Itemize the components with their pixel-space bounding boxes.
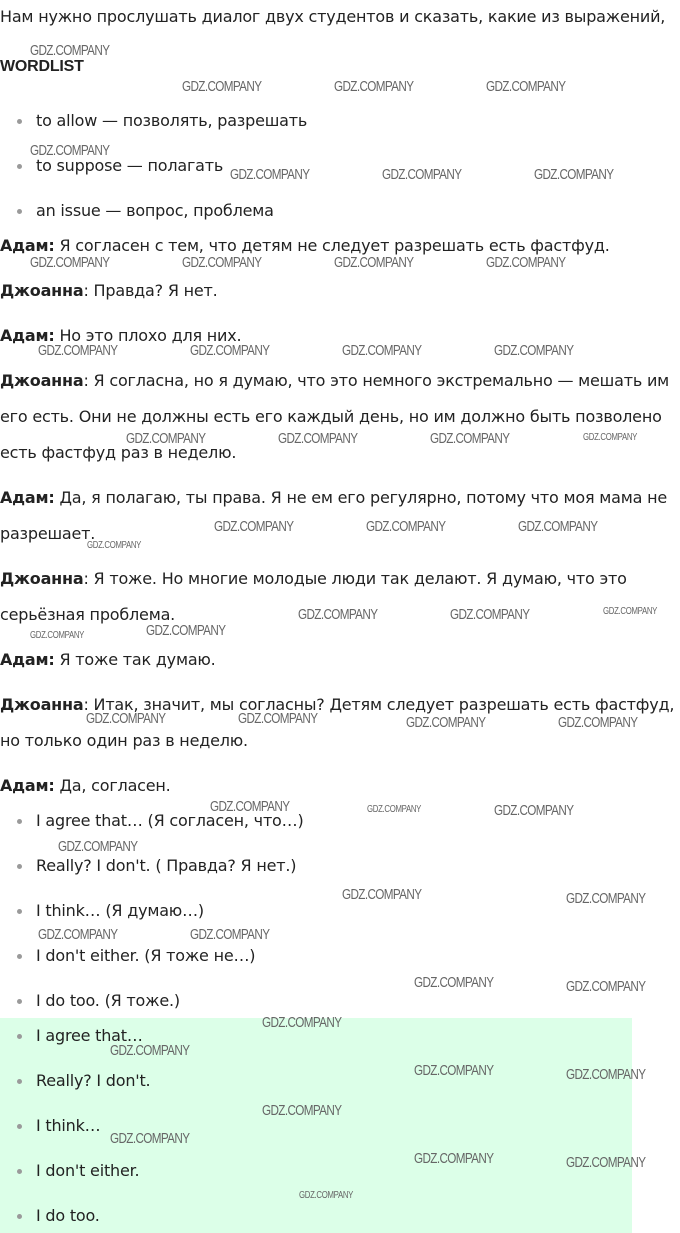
answer-item: I think…	[36, 1116, 101, 1135]
watermark-text: GDZ.COMPANY	[566, 978, 646, 995]
answer-item: I do too.	[36, 1206, 100, 1225]
watermark-text: GDZ.COMPANY	[190, 342, 270, 359]
watermark-text: GDZ.COMPANY	[262, 1102, 342, 1119]
bullet-icon	[17, 119, 22, 124]
phrase-item: Really? I don't. ( Правда? Я нет.)	[36, 856, 297, 875]
bullet-icon	[17, 209, 22, 214]
speaker-name: Джоанна	[0, 695, 84, 714]
dialogue-line	[0, 775, 171, 797]
bullet-icon	[17, 1079, 22, 1084]
watermark-text: GDZ.COMPANY	[430, 430, 510, 447]
watermark-text: GDZ.COMPANY	[494, 342, 574, 359]
watermark-text: GDZ.COMPANY	[566, 890, 646, 907]
watermark-text: GDZ.COMPANY	[210, 798, 290, 815]
watermark-text: GDZ.COMPANY	[342, 886, 422, 903]
watermark-text: GDZ.COMPANY	[58, 838, 138, 855]
bullet-icon	[17, 864, 22, 869]
speaker-name: Адам:	[0, 650, 55, 669]
phrase-item: I do too. (Я тоже.)	[36, 991, 180, 1010]
speaker-name: Адам:	[0, 236, 55, 255]
watermark-text: GDZ.COMPANY	[382, 166, 462, 183]
dialogue-line	[0, 649, 216, 671]
dialogue-line	[0, 370, 669, 392]
watermark-text: GDZ.COMPANY	[367, 804, 422, 815]
watermark-text: GDZ.COMPANY	[566, 1066, 646, 1083]
watermark-text: GDZ.COMPANY	[414, 1062, 494, 1079]
watermark-text: GDZ.COMPANY	[366, 518, 446, 535]
bullet-icon	[17, 1214, 22, 1219]
dialogue-line-continued: его есть. Они не должны есть его каждый день, но им должно быть позволено	[0, 407, 662, 426]
phrase-item: I agree that… (Я согласен, что…)	[36, 811, 304, 830]
answer-item: I don't either.	[36, 1161, 140, 1180]
answer-item: I agree that…	[36, 1026, 143, 1045]
watermark-text: GDZ.COMPANY	[182, 78, 262, 95]
watermark-text: GDZ.COMPANY	[238, 710, 318, 727]
watermark-text: GDZ.COMPANY	[182, 254, 262, 271]
watermark-text: GDZ.COMPANY	[566, 1154, 646, 1171]
line-text: Да, я полагаю, ты права. Я не ем его регулярно, потому что моя мама не	[54, 488, 668, 507]
watermark-text: GDZ.COMPANY	[30, 254, 110, 271]
bullet-icon	[17, 954, 22, 959]
watermark-text: GDZ.COMPANY	[262, 1014, 342, 1031]
watermark-text: GDZ.COMPANY	[30, 42, 110, 59]
watermark-text: GDZ.COMPANY	[334, 78, 414, 95]
watermark-text: GDZ.COMPANY	[230, 166, 310, 183]
speaker-name: Джоанна	[0, 569, 84, 588]
watermark-text: GDZ.COMPANY	[190, 926, 270, 943]
bullet-icon	[17, 1034, 22, 1039]
dialogue-line	[0, 568, 627, 590]
line-text: : Я тоже. Но многие молодые люди так делают. Я думаю, что это	[83, 569, 627, 588]
wordlist-heading: WORDLIST	[0, 58, 84, 75]
line-text: Да, согласен.	[54, 776, 171, 795]
watermark-text: GDZ.COMPANY	[86, 710, 166, 727]
bullet-icon	[17, 1124, 22, 1129]
dialogue-line	[0, 487, 667, 509]
watermark-text: GDZ.COMPANY	[486, 254, 566, 271]
watermark-text: GDZ.COMPANY	[414, 1150, 494, 1167]
watermark-text: GDZ.COMPANY	[558, 714, 638, 731]
watermark-text: GDZ.COMPANY	[518, 518, 598, 535]
phrase-item: I don't either. (Я тоже не…)	[36, 946, 256, 965]
watermark-text: GDZ.COMPANY	[214, 518, 294, 535]
answer-item: Really? I don't.	[36, 1071, 151, 1090]
watermark-text: GDZ.COMPANY	[146, 622, 226, 639]
line-text: Я согласен с тем, что детям не следует разрешать есть фастфуд.	[54, 236, 610, 255]
wordlist-item: to suppose — полагать	[36, 156, 224, 175]
watermark-text: GDZ.COMPANY	[334, 254, 414, 271]
dialogue-line	[0, 280, 218, 302]
watermark-text: GDZ.COMPANY	[534, 166, 614, 183]
dialogue-line-continued: разрешает.	[0, 524, 96, 543]
watermark-text: GDZ.COMPANY	[298, 606, 378, 623]
bullet-icon	[17, 999, 22, 1004]
watermark-text: GDZ.COMPANY	[450, 606, 530, 623]
line-text: : Правда? Я нет.	[83, 281, 218, 300]
watermark-text: GDZ.COMPANY	[278, 430, 358, 447]
speaker-name: Адам:	[0, 326, 55, 345]
watermark-text: GDZ.COMPANY	[486, 78, 566, 95]
watermark-text: GDZ.COMPANY	[110, 1042, 190, 1059]
watermark-text: GDZ.COMPANY	[38, 342, 118, 359]
watermark-text: GDZ.COMPANY	[414, 974, 494, 991]
watermark-text: GDZ.COMPANY	[603, 606, 658, 617]
speaker-name: Джоанна	[0, 281, 84, 300]
wordlist-item: an issue — вопрос, проблема	[36, 201, 274, 220]
speaker-name: Адам:	[0, 776, 55, 795]
watermark-text: GDZ.COMPANY	[30, 142, 110, 159]
watermark-text: GDZ.COMPANY	[110, 1130, 190, 1147]
watermark-text: GDZ.COMPANY	[299, 1190, 354, 1201]
dialogue-line-continued: но только один раз в неделю.	[0, 731, 248, 750]
watermark-text: GDZ.COMPANY	[38, 926, 118, 943]
speaker-name: Адам:	[0, 488, 55, 507]
dialogue-line-continued: серьёзная проблема.	[0, 605, 176, 624]
line-text: Я тоже так думаю.	[54, 650, 216, 669]
bullet-icon	[17, 819, 22, 824]
bullet-icon	[17, 1169, 22, 1174]
line-text: : Итак, значит, мы согласны? Детям следует разрешать есть фастфуд,	[83, 695, 675, 714]
watermark-text: GDZ.COMPANY	[126, 430, 206, 447]
bullet-icon	[17, 909, 22, 914]
watermark-text: GDZ.COMPANY	[406, 714, 486, 731]
watermark-text: GDZ.COMPANY	[342, 342, 422, 359]
bullet-icon	[17, 164, 22, 169]
speaker-name: Джоанна	[0, 371, 84, 390]
phrase-item: I think… (Я думаю…)	[36, 901, 204, 920]
dialogue-line-continued: есть фастфуд раз в неделю.	[0, 443, 237, 462]
watermark-text: GDZ.COMPANY	[583, 432, 638, 443]
watermark-text: GDZ.COMPANY	[87, 540, 142, 551]
watermark-text: GDZ.COMPANY	[494, 802, 574, 819]
wordlist-item: to allow — позволять, разрешать	[36, 111, 308, 130]
watermark-text: GDZ.COMPANY	[30, 630, 85, 641]
line-text: Но это плохо для них.	[54, 326, 242, 345]
line-text: : Я согласна, но я думаю, что это немного экстремально — мешать им	[83, 371, 670, 390]
intro-text: Нам нужно прослушать диалог двух студентов и сказать, какие из выражений,	[0, 7, 666, 26]
